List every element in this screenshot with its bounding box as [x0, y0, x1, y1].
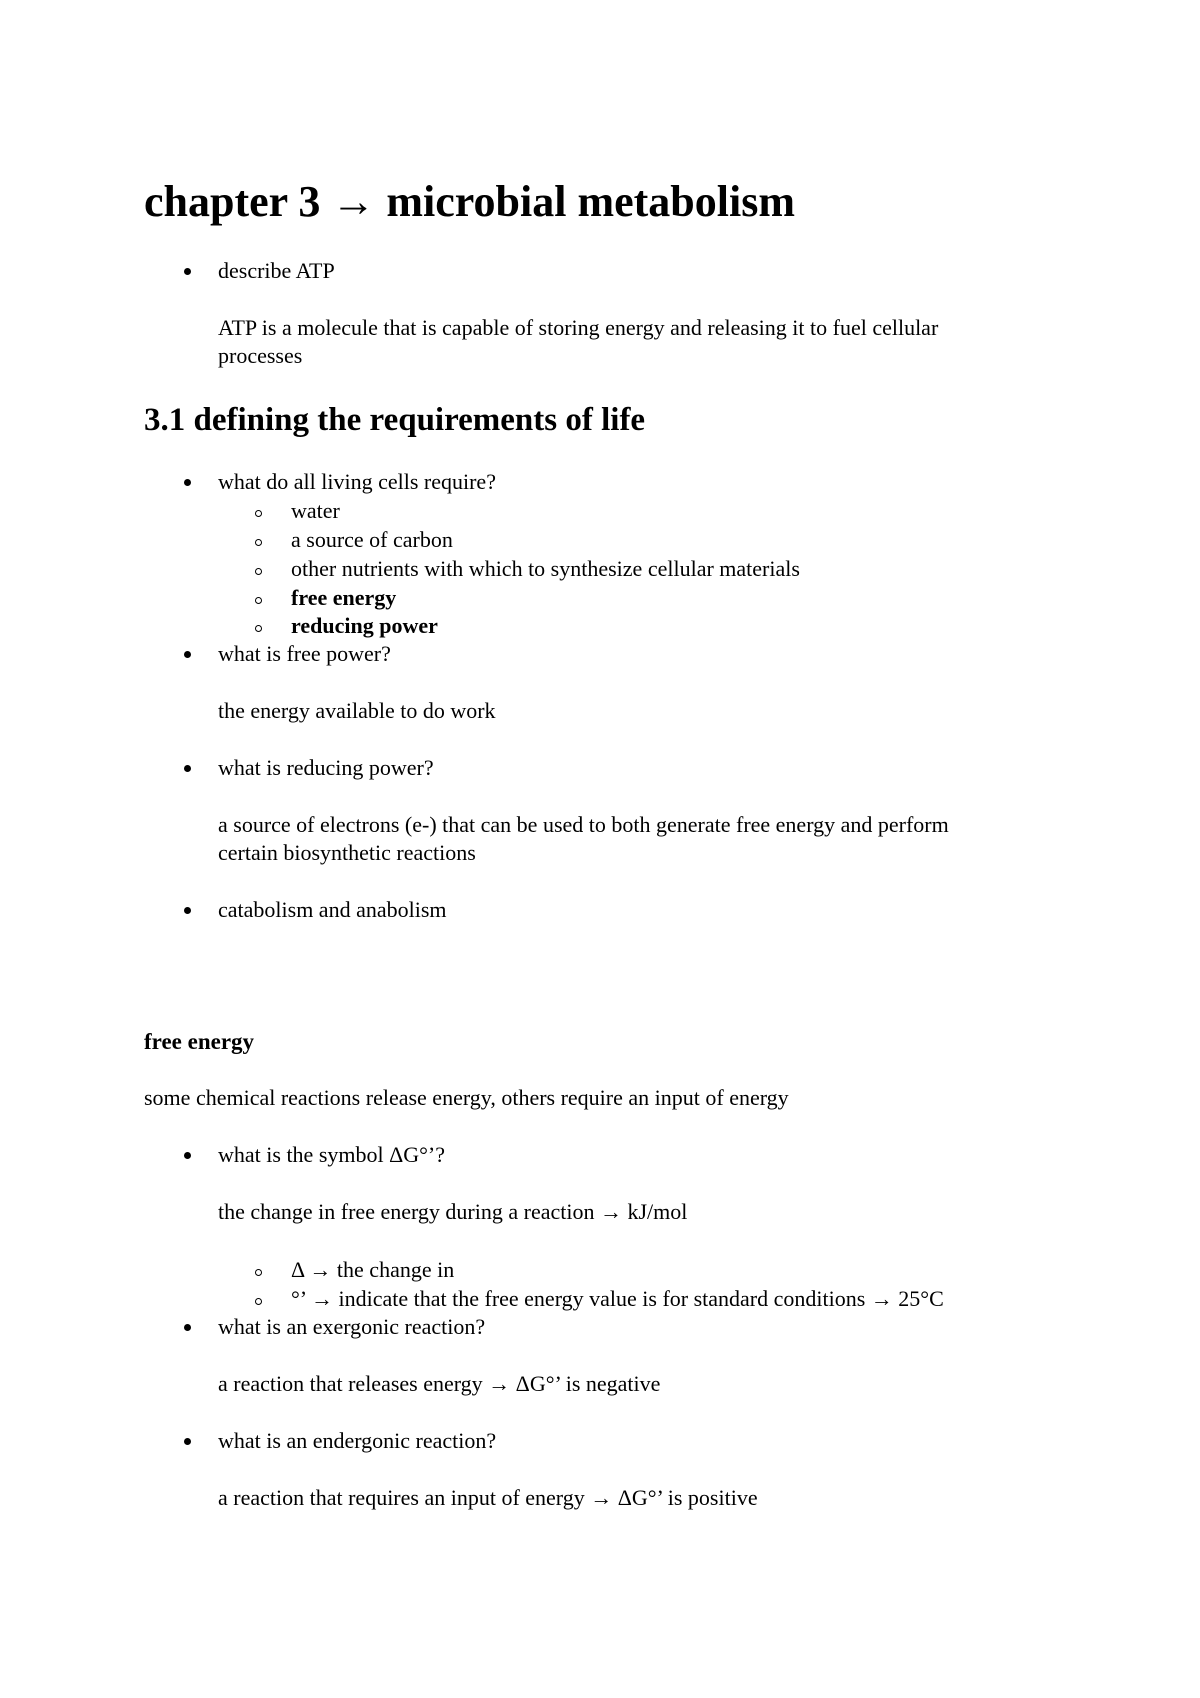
question-free-power: what is free power? — [218, 641, 391, 666]
answer-free-power: the energy available to do work — [218, 698, 496, 723]
question-catabolism-anabolism: catabolism and anabolism — [218, 897, 447, 922]
sub-bullet-icon — [255, 1298, 262, 1305]
sub-bullet-icon — [255, 568, 262, 575]
answer-symbol: the change in free energy during a reaction → kJ/mol — [218, 1199, 688, 1224]
list-item: Δ → the change in — [291, 1257, 455, 1282]
question-endergonic: what is an endergonic reaction? — [218, 1428, 497, 1453]
answer-atp-line2: processes — [218, 343, 303, 368]
bullet-icon — [184, 1324, 191, 1331]
answer-reducing-power-line1: a source of electrons (e-) that can be used to both generate free energy and perform — [218, 812, 949, 837]
bullet-icon — [184, 268, 191, 275]
sub-bullet-icon — [255, 1269, 262, 1276]
list-item: water — [291, 498, 340, 523]
list-item: other nutrients with which to synthesize cellular materials — [291, 556, 800, 581]
list-item: free energy — [291, 585, 397, 610]
sub-bullet-icon — [255, 625, 262, 632]
list-item: reducing power — [291, 613, 438, 638]
section-heading-free-energy: free energy — [144, 1029, 255, 1054]
bullet-icon — [184, 1152, 191, 1159]
sub-bullet-icon — [255, 510, 262, 517]
bullet-icon — [184, 765, 191, 772]
answer-reducing-power-line2: certain biosynthetic reactions — [218, 840, 476, 865]
question-symbol: what is the symbol ΔG°’? — [218, 1142, 446, 1167]
list-item: °’ → indicate that the free energy value is for standard conditions → 25°C — [291, 1286, 944, 1311]
question-reducing-power: what is reducing power? — [218, 755, 434, 780]
bullet-icon — [184, 479, 191, 486]
answer-exergonic: a reaction that releases energy → ΔG°’ is negative — [218, 1371, 661, 1396]
sub-bullet-icon — [255, 539, 262, 546]
section-heading-3-1: 3.1 defining the requirements of life — [144, 402, 646, 438]
free-energy-intro: some chemical reactions release energy, others require an input of energy — [144, 1085, 789, 1110]
answer-endergonic: a reaction that requires an input of energy → ΔG°’ is positive — [218, 1485, 758, 1510]
question-living-cells: what do all living cells require? — [218, 469, 496, 494]
sub-bullet-icon — [255, 597, 262, 604]
answer-atp-line1: ATP is a molecule that is capable of storing energy and releasing it to fuel cellular — [218, 315, 939, 340]
question-exergonic: what is an exergonic reaction? — [218, 1314, 486, 1339]
list-item: a source of carbon — [291, 527, 453, 552]
question-describe-atp: describe ATP — [218, 258, 335, 283]
bullet-icon — [184, 651, 191, 658]
bullet-icon — [184, 1438, 191, 1445]
bullet-icon — [184, 907, 191, 914]
page-title: chapter 3 → microbial metabolism — [144, 177, 795, 226]
